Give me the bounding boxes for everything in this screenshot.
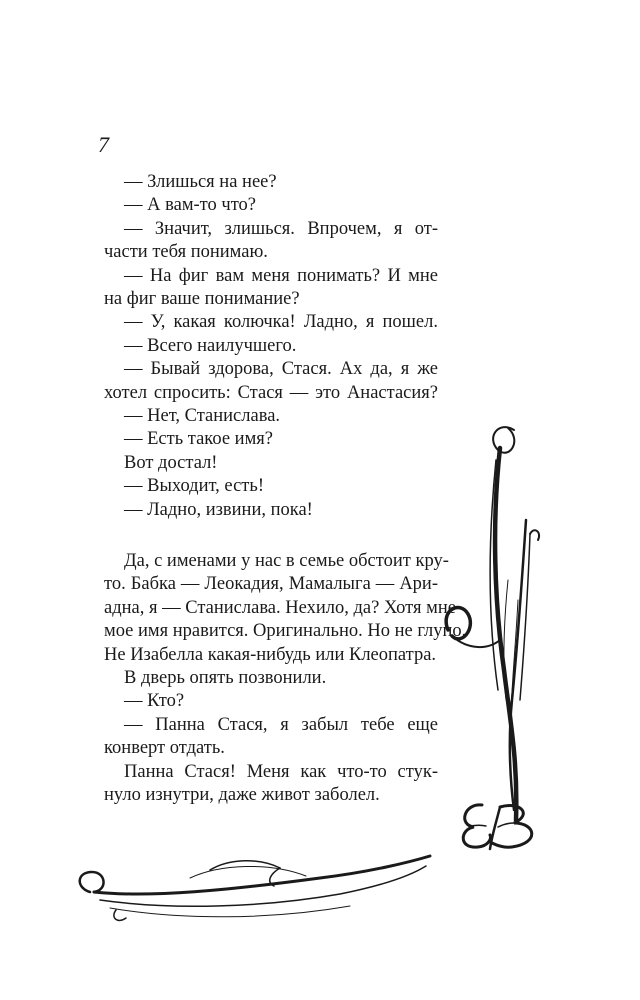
text-line: хотел спросить: Стася — это Анастасия?	[104, 382, 438, 403]
vertical-flourish-ornament	[438, 400, 558, 840]
text-line: — Нет, Станислава.	[124, 406, 281, 427]
page-number: 7	[98, 132, 109, 157]
text-line: то. Бабка — Леокадия, Мамалыга — Ари-	[104, 574, 438, 595]
text-line: Вот достал!	[124, 452, 218, 473]
text-line: конверт отдать.	[104, 738, 225, 759]
text-line: Да, с именами у нас в семье обстоит кру-	[124, 551, 449, 571]
text-line: — А вам-то что?	[124, 195, 257, 216]
text-line: В дверь опять позвонили.	[124, 668, 327, 689]
text-line: Не Изабелла какая-нибудь или Клеопатра.	[104, 644, 437, 665]
text-line: нуло изнутри, даже живот заболел.	[104, 785, 380, 806]
horizontal-flourish-ornament	[70, 850, 440, 930]
text-line: на фиг ваше понимание?	[104, 289, 300, 310]
text-line: — Значит, злишься. Впрочем, я от-	[124, 218, 438, 239]
monogram-ornament	[452, 795, 552, 855]
text-line: — На фиг вам меня понимать? И мне	[124, 265, 438, 286]
text-line: части тебя понимаю.	[104, 242, 268, 263]
text-line: адна, я — Станислава. Нехило, да? Хотя мне	[104, 597, 456, 618]
text-line: — Всего наилучшего.	[124, 335, 297, 356]
text-line: — Злишься на нее?	[124, 172, 277, 192]
text-line: — У, какая колючка! Ладно, я пошел.	[124, 312, 438, 333]
narration-block	[104, 550, 467, 807]
text-line: Панна Стася! Меня как что-то стук-	[124, 761, 438, 782]
text-line: — Панна Стася, я забыл тебе еще	[124, 714, 438, 735]
text-line: — Ладно, извини, пока!	[124, 499, 313, 520]
dialogue-block	[104, 171, 438, 522]
text-line: мое имя нравится. Оригинально. Но не глупо.	[104, 621, 467, 642]
text-line: — Бывай здорова, Стася. Ах да, я же	[124, 359, 438, 380]
text-line: — Кто?	[124, 691, 185, 712]
text-line: — Выходит, есть!	[124, 476, 264, 497]
text-line: — Есть такое имя?	[124, 429, 273, 450]
